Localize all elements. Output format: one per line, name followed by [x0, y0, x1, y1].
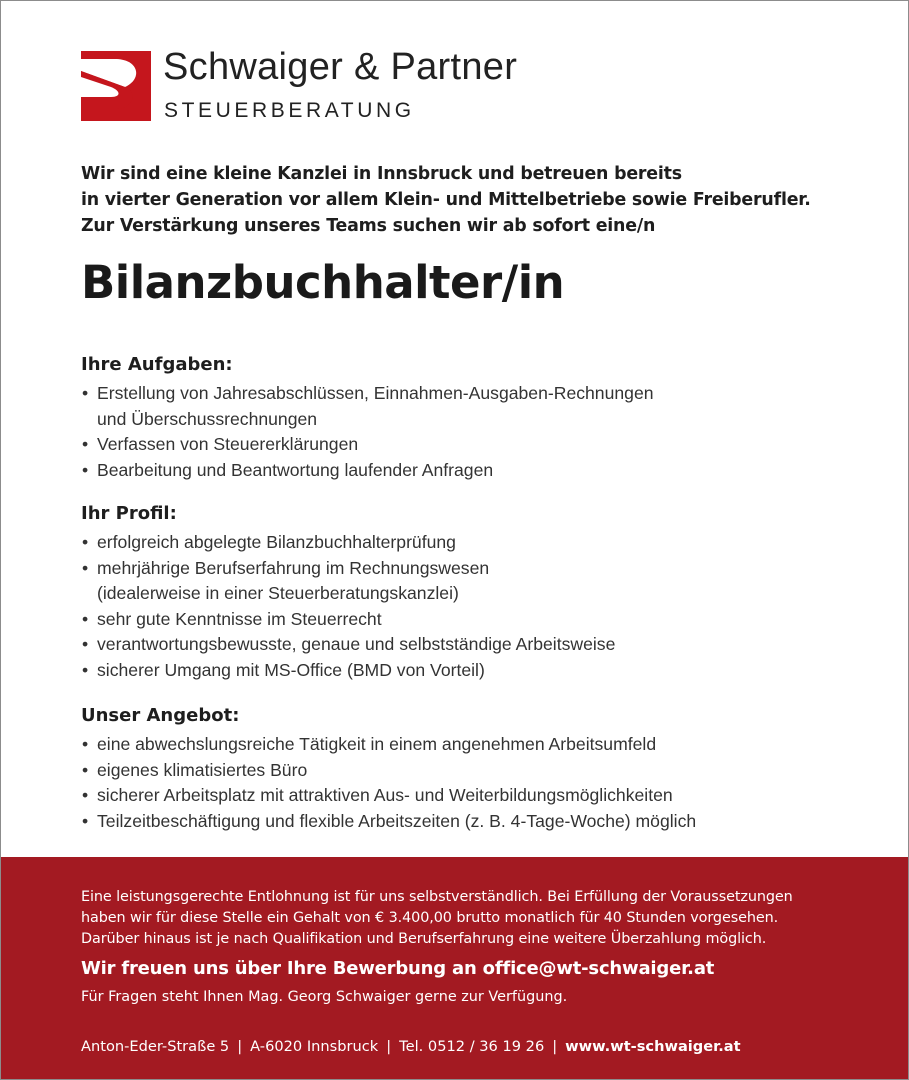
list-item-text: • erfolgreich abgelegte Bilanzbuchhalterprüfung: [97, 532, 456, 552]
separator: |: [386, 1038, 392, 1055]
separator: |: [552, 1038, 558, 1055]
list-item: [81, 458, 861, 484]
website-link[interactable]: www.wt-schwaiger.at: [565, 1038, 741, 1055]
brand-subtitle: STEUERBERATUNG: [164, 99, 415, 122]
salary-text: [81, 887, 881, 950]
brand-name: Schwaiger & Partner: [163, 46, 518, 88]
list-item: [81, 530, 861, 556]
salary-line: haben wir für diese Stelle ein Gehalt von € 3.400,00 brutto monatlich für 40 Stunden vorgesehen.: [81, 910, 779, 926]
list-item: [81, 381, 861, 432]
section-aufgaben: [81, 353, 861, 483]
section-heading: Ihre Aufgaben:: [81, 354, 233, 375]
list-item-text: (idealerweise in einer Steuerberatungskanzlei): [97, 583, 459, 604]
list-item: [81, 732, 861, 758]
list-item-text: • Teilzeitbeschäftigung und flexible Arbeitszeiten (z. B. 4-Tage-Woche) möglich: [97, 810, 697, 831]
list-item: [81, 809, 861, 835]
list-item-text: • Verfassen von Steuererklärungen: [97, 434, 359, 455]
list-item-text: • verantwortungsbewusste, genaue und selbstständige Arbeitsweise: [97, 634, 616, 655]
apply-email-link[interactable]: office@wt-schwaiger.at: [482, 958, 715, 979]
apply-text: [81, 958, 714, 979]
salary-line: Eine leistungsgerechte Entlohnung ist für uns selbstverständlich. Bei Erfüllung der Voraussetzungen: [81, 889, 793, 905]
list-item: [81, 432, 861, 458]
sp-logo-icon: [81, 51, 151, 121]
list-item: [81, 658, 861, 684]
list-item: [81, 758, 861, 784]
salary-line: Darüber hinaus ist je nach Qualifikation und Berufserfahrung eine weitere Überzahlung möglich.: [81, 931, 767, 947]
list-item: [81, 783, 861, 809]
list-item-text: und Überschussrechnungen: [97, 408, 318, 429]
list-item: [81, 607, 861, 633]
list-item-text: • eine abwechslungsreiche Tätigkeit in einem angenehmen Arbeitsumfeld: [97, 734, 657, 754]
intro-line: in vierter Generation vor allem Klein- und Mittelbetriebe sowie Freiberufler.: [81, 190, 811, 210]
separator: |: [237, 1038, 243, 1055]
list-item-text: • Erstellung von Jahresabschlüssen, Einnahmen-Ausgaben-Rechnungen: [97, 383, 654, 403]
contact-line: [81, 1038, 741, 1055]
intro-line: Zur Verstärkung unseres Teams suchen wir ab sofort eine/n: [81, 216, 656, 236]
section-heading: Unser Angebot:: [81, 705, 240, 726]
list-item-text: • sicherer Umgang mit MS-Office (BMD von Vorteil): [97, 659, 485, 680]
list-item: [81, 632, 861, 658]
list-item-text: • eigenes klimatisiertes Büro: [97, 759, 308, 780]
offer-list: [81, 732, 861, 834]
phone: Tel. 0512 / 36 19 26: [399, 1038, 545, 1055]
job-title: Bilanzbuchhalter/in: [81, 256, 565, 309]
list-item-text: • Bearbeitung und Beantwortung laufender Anfragen: [97, 459, 494, 480]
list-item-text: • mehrjährige Berufserfahrung im Rechnungswesen: [97, 557, 490, 578]
section-angebot: [81, 704, 861, 834]
section-profil: [81, 502, 861, 684]
address: Anton-Eder-Straße 5: [81, 1038, 230, 1055]
list-item-text: • sicherer Arbeitsplatz mit attraktiven Aus- und Weiterbildungsmöglichkeiten: [97, 785, 673, 806]
section-heading: Ihr Profil:: [81, 503, 177, 524]
profile-list: [81, 530, 861, 684]
list-item-text: • sehr gute Kenntnisse im Steuerrecht: [97, 608, 382, 629]
city: A-6020 Innsbruck: [250, 1038, 379, 1055]
questions-text: Für Fragen steht Ihnen Mag. Georg Schwaiger gerne zur Verfügung.: [81, 989, 568, 1005]
task-list: [81, 381, 861, 483]
apply-prefix: Wir freuen uns über Ihre Bewerbung an: [81, 958, 483, 979]
footer-banner: [1, 857, 908, 1079]
intro-text: [81, 161, 881, 239]
list-item: [81, 556, 861, 607]
intro-line: Wir sind eine kleine Kanzlei in Innsbruck und betreuen bereits: [81, 164, 682, 184]
